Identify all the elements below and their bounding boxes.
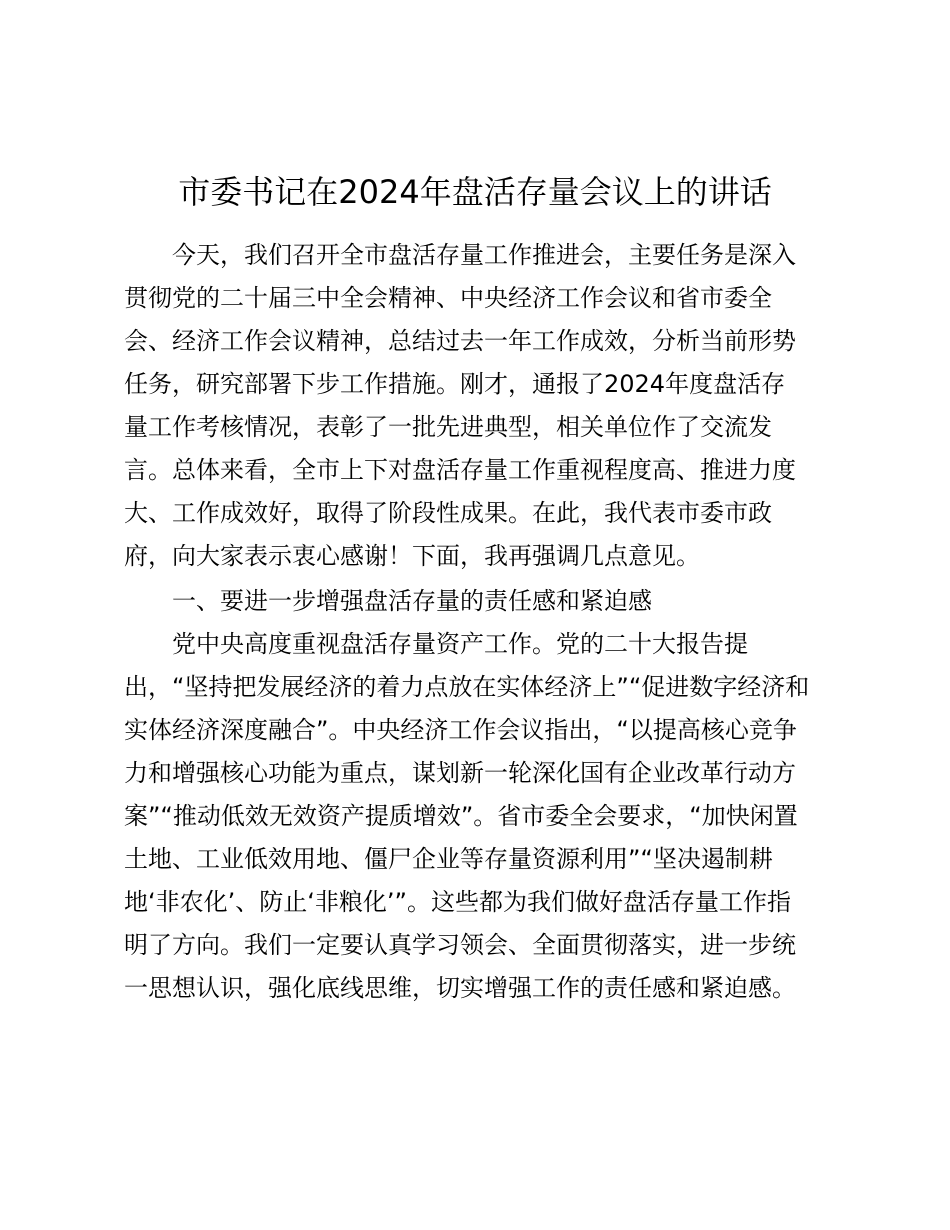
paragraph-line: 一思想认识，强化底线思维，切实增强工作的责任感和紧迫感。 <box>124 974 796 1002</box>
paragraph-line: 大、工作成效好，取得了阶段性成果。在此，我代表市委市政 <box>124 499 772 527</box>
document-title: 市委书记在2024年盘活存量会议上的讲话 <box>178 173 772 211</box>
paragraph-line: 土地、工业低效用地、僵尸企业等存量资源利用”“坚决遏制耕 <box>124 845 773 873</box>
paragraph-line: 任务，研究部署下步工作措施。刚才，通报了2024年度盘活存 <box>124 370 786 398</box>
section-heading: 一、要进一步增强盘活存量的责任感和紧迫感 <box>172 587 652 615</box>
paragraph-line: 府，向大家表示衷心感谢！下面，我再强调几点意见。 <box>124 542 700 570</box>
paragraph-line: 出，“坚持把发展经济的着力点放在实体经济上”“促进数字经济和 <box>124 673 810 701</box>
paragraph-line: 实体经济深度融合”。中央经济工作会议指出，“以提高核心竞争 <box>124 716 797 744</box>
paragraph-line: 地‘非农化’、防止‘非粮化’”。这些都为我们做好盘活存量工作指 <box>124 888 791 916</box>
paragraph-line: 明了方向。我们一定要认真学习领会、全面贯彻落实，进一步统 <box>124 931 796 959</box>
paragraph-line: 案”“推动低效无效资产提质增效”。省市委全会要求，“加快闲置 <box>124 802 798 830</box>
paragraph-line: 言。总体来看，全市上下对盘活存量工作重视程度高、推进力度 <box>124 456 796 484</box>
paragraph-line: 党中央高度重视盘活存量资产工作。党的二十大报告提 <box>172 630 748 658</box>
paragraph-line: 贯彻党的二十届三中全会精神、中央经济工作会议和省市委全 <box>124 284 772 312</box>
paragraph-line: 会、经济工作会议精神，总结过去一年工作成效，分析当前形势 <box>124 327 796 355</box>
paragraph-line: 今天，我们召开全市盘活存量工作推进会，主要任务是深入 <box>172 241 796 269</box>
paragraph-line: 量工作考核情况，表彰了一批先进典型，相关单位作了交流发 <box>124 413 772 441</box>
paragraph-line: 力和增强核心功能为重点，谋划新一轮深化国有企业改革行动方 <box>124 759 796 787</box>
